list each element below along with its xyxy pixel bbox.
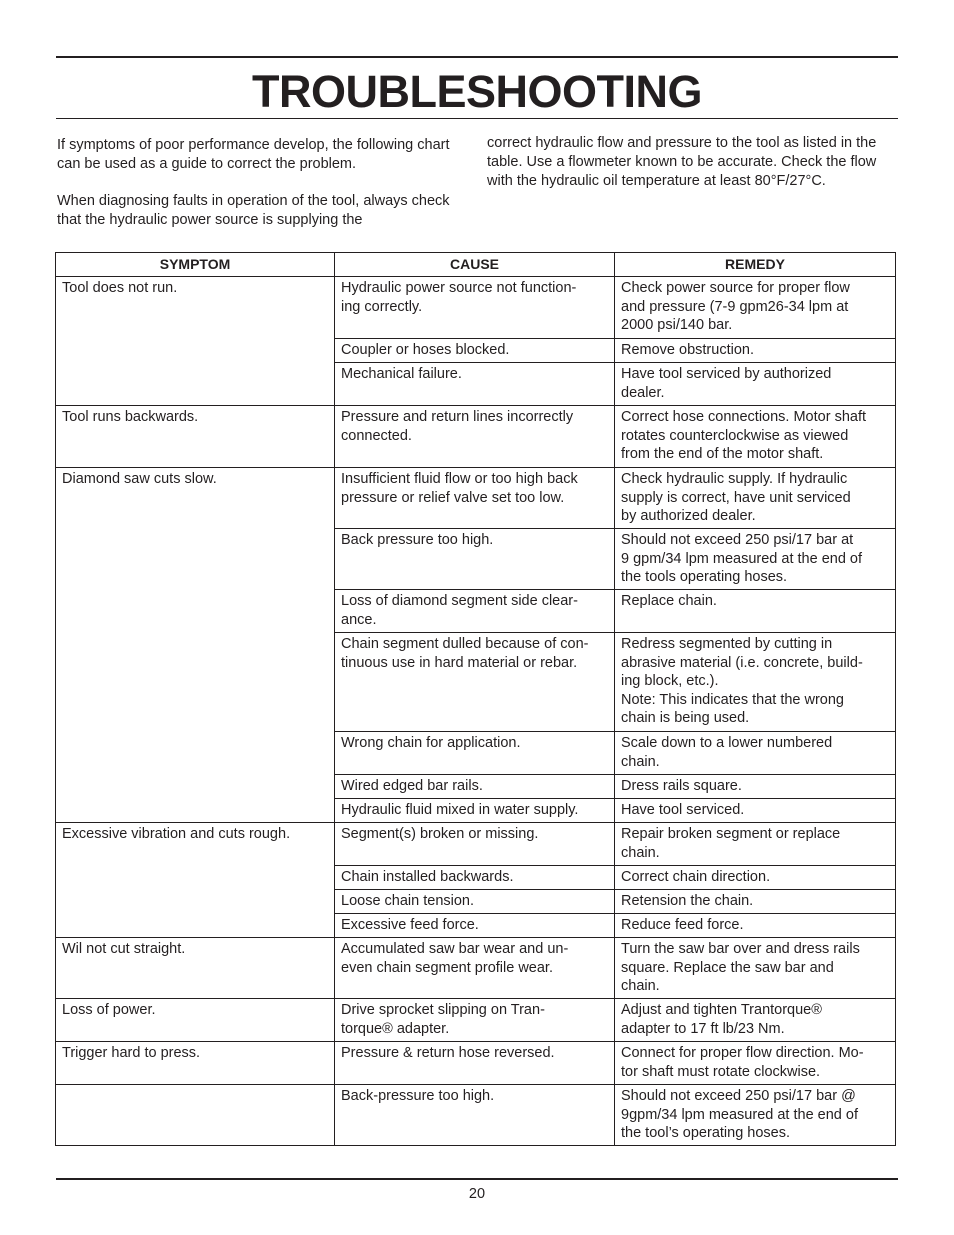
intro-paragraph: correct hydraulic flow and pressure to the tool as listed in the table. Use a flowmeter known to be accurate. Check the flow with the hydraulic oil temperature at least 80°F/27°C.	[487, 135, 877, 189]
cause-cell: Insufficient fluid flow or too high back pressure or relief valve set too low.	[335, 468, 615, 529]
intro-right-column	[487, 134, 897, 191]
table-row	[56, 1085, 896, 1146]
remedy-cell: Should not exceed 250 psi/17 bar @ 9gpm/34 lpm measured at the end of the tool’s operating hoses.	[615, 1085, 896, 1146]
remedy-cell: Adjust and tighten Trantorque® adapter to 17 ft lb/23 Nm.	[615, 999, 896, 1042]
table-header-row	[56, 253, 896, 277]
remedy-cell: Redress segmented by cutting in abrasive material (i.e. concrete, build- ing block, etc.). Note: This indicates that the wrong chain is being used.	[615, 633, 896, 732]
page-title: TROUBLESHOOTING	[252, 66, 702, 117]
table-row	[56, 468, 896, 529]
footer-rule	[56, 1178, 898, 1180]
remedy-cell: Turn the saw bar over and dress rails square. Replace the saw bar and chain.	[615, 938, 896, 999]
table-row	[56, 938, 896, 999]
symptom-cell: Loss of power.	[56, 999, 335, 1042]
cause-cell: Hydraulic power source not function- ing correctly.	[335, 277, 615, 339]
troubleshooting-table	[55, 252, 896, 1146]
symptom-header: SYMPTOM	[56, 253, 335, 277]
symptom-cell: Tool does not run.	[56, 277, 335, 406]
intro-paragraph: If symptoms of poor performance develop, the following chart can be used as a guide to correct the problem.	[57, 137, 450, 172]
cause-cell: Chain segment dulled because of con- tinuous use in hard material or rebar.	[335, 633, 615, 732]
intro-left-column	[57, 136, 467, 230]
symptom-cell: Trigger hard to press.	[56, 1042, 335, 1085]
page-number: 20	[468, 1186, 486, 1202]
table-row	[56, 999, 896, 1042]
symptom-cell: Excessive vibration and cuts rough.	[56, 823, 335, 938]
remedy-header: REMEDY	[615, 253, 896, 277]
remedy-cell: Should not exceed 250 psi/17 bar at 9 gpm/34 lpm measured at the end of the tools operating hoses.	[615, 529, 896, 590]
intro-paragraph: When diagnosing faults in operation of the tool, always check that the hydraulic power source is supplying the	[57, 193, 450, 228]
remedy-cell: Replace chain.	[615, 590, 896, 633]
remedy-cell: Scale down to a lower numbered chain.	[615, 732, 896, 775]
symptom-cell	[56, 1085, 335, 1146]
symptom-cell: Diamond saw cuts slow.	[56, 468, 335, 823]
remedy-cell: Correct hose connections. Motor shaft rotates counterclockwise as viewed from the end of the motor shaft.	[615, 406, 896, 468]
cause-cell: Wrong chain for application.	[335, 732, 615, 775]
remedy-cell: Remove obstruction.	[615, 339, 896, 363]
cause-cell: Accumulated saw bar wear and un- even chain segment profile wear.	[335, 938, 615, 999]
table-row	[56, 406, 896, 468]
cause-cell: Excessive feed force.	[335, 914, 615, 938]
symptom-cell: Wil not cut straight.	[56, 938, 335, 999]
remedy-cell: Reduce feed force.	[615, 914, 896, 938]
cause-cell: Pressure & return hose reversed.	[335, 1042, 615, 1085]
remedy-cell: Retension the chain.	[615, 890, 896, 914]
cause-cell: Segment(s) broken or missing.	[335, 823, 615, 866]
remedy-cell: Repair broken segment or replace chain.	[615, 823, 896, 866]
remedy-cell: Connect for proper flow direction. Mo- tor shaft must rotate clockwise.	[615, 1042, 896, 1085]
cause-cell: Back pressure too high.	[335, 529, 615, 590]
cause-cell: Loose chain tension.	[335, 890, 615, 914]
remedy-cell: Have tool serviced.	[615, 799, 896, 823]
cause-cell: Pressure and return lines incorrectly connected.	[335, 406, 615, 468]
cause-cell: Mechanical failure.	[335, 363, 615, 406]
symptom-cell: Tool runs backwards.	[56, 406, 335, 468]
remedy-cell: Have tool serviced by authorized dealer.	[615, 363, 896, 406]
remedy-cell: Check power source for proper flow and pressure (7-9 gpm26-34 lpm at 2000 psi/140 bar.	[615, 277, 896, 339]
remedy-cell: Correct chain direction.	[615, 866, 896, 890]
cause-cell: Drive sprocket slipping on Tran- torque® adapter.	[335, 999, 615, 1042]
cause-cell: Wired edged bar rails.	[335, 775, 615, 799]
cause-cell: Hydraulic fluid mixed in water supply.	[335, 799, 615, 823]
remedy-cell: Dress rails square.	[615, 775, 896, 799]
cause-cell: Loss of diamond segment side clear- ance.	[335, 590, 615, 633]
cause-header: CAUSE	[335, 253, 615, 277]
table-body	[56, 277, 896, 1146]
remedy-cell: Check hydraulic supply. If hydraulic supply is correct, have unit serviced by authorized dealer.	[615, 468, 896, 529]
cause-cell: Chain installed backwards.	[335, 866, 615, 890]
cause-cell: Coupler or hoses blocked.	[335, 339, 615, 363]
table-row	[56, 823, 896, 866]
cause-cell: Back-pressure too high.	[335, 1085, 615, 1146]
title-rule	[56, 118, 898, 119]
table-row	[56, 277, 896, 339]
table-row	[56, 1042, 896, 1085]
top-rule	[56, 56, 898, 58]
